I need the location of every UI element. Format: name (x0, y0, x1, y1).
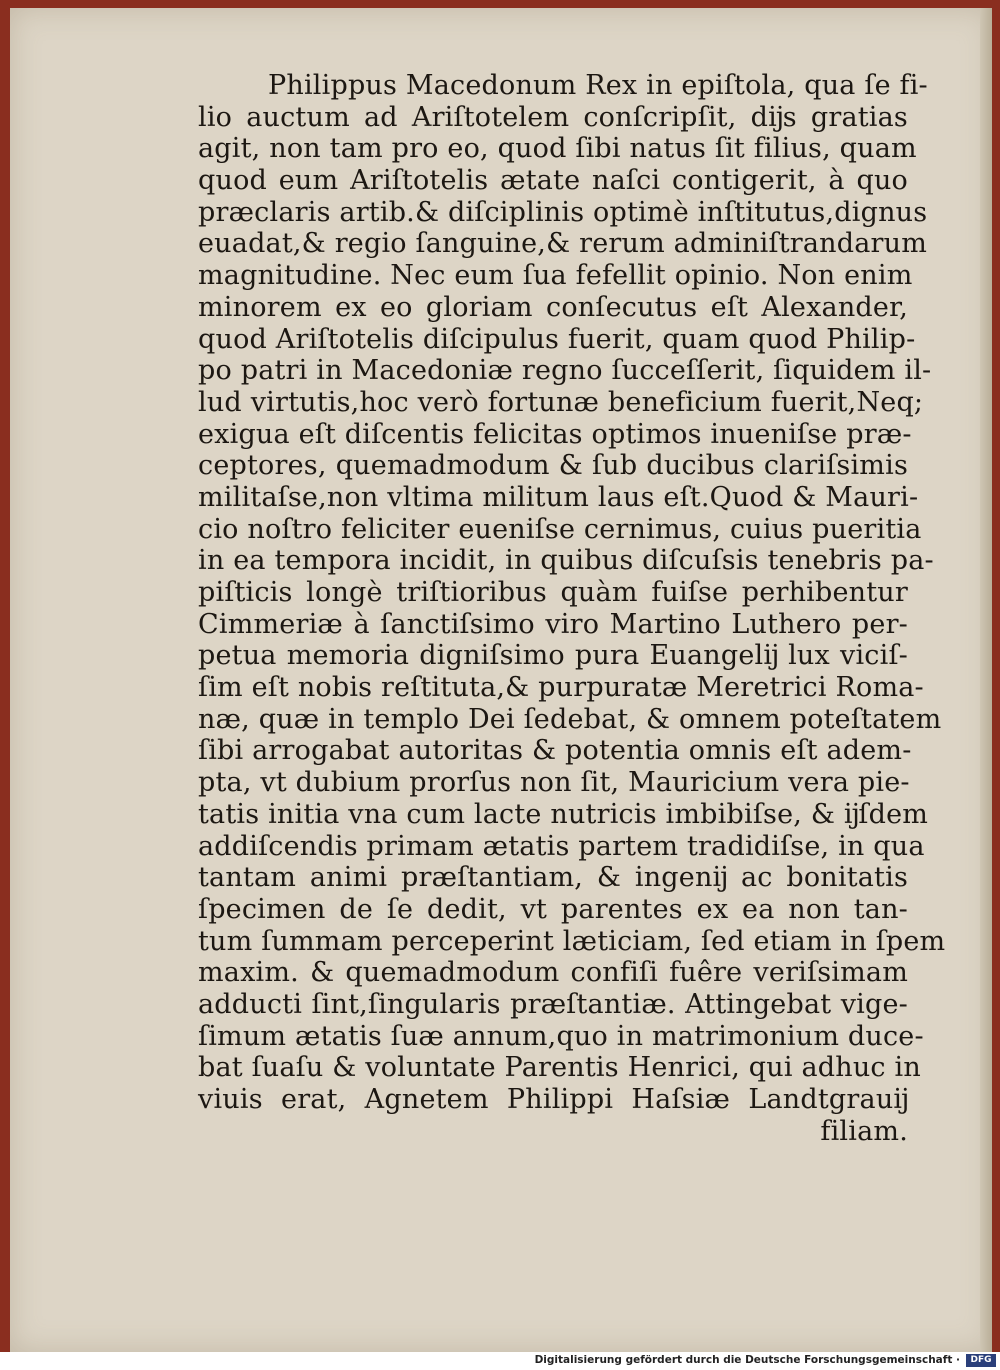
text-line: næ, quæ in templo Dei ſedebat, & omnem poteſtatem (198, 703, 942, 735)
text-line: ſimum ætatis ſuæ annum,quo in matrimonium duce- (198, 1020, 924, 1052)
page-edge (980, 8, 992, 1352)
text-line: bat ſuaſu & voluntate Parentis Henrici, qui adhuc in (198, 1052, 921, 1084)
text-line: euadat,& regio ſanguine,& rerum adminiſtrandarum (198, 228, 928, 260)
text-line: tantam animi præſtantiam, & ingenĳ ac bonitatis (198, 862, 908, 894)
text-line: minorem ex eo gloriam conſecutus eſt Alexander, (198, 291, 908, 323)
text-line: quod eum Ariſtotelis ætate naſci contigerit, à quo (198, 165, 908, 197)
text-line: Cimmeriæ à ſanctiſsimo viro Martino Luthero per- (198, 608, 908, 640)
text-line: lud virtutis,hoc verò fortunæ beneficium fuerit,Neq; (198, 386, 924, 418)
text-line: ſim eſt nobis reſtituta,& purpuratæ Meretrici Roma- (198, 672, 924, 704)
text-line: piſticis longè triſtioribus quàm fuiſse perhibentur (198, 577, 908, 608)
text-line: viuis erat, Agnetem Philippi Haſsiæ Landtgrauĳ (198, 1084, 908, 1115)
text-line: agit, non tam pro eo, quod ſibi natus ſit filius, quam (198, 133, 917, 165)
footer (0, 1352, 1000, 1370)
text-line: militaſse,non vltima militum laus eſt.Quod & Mauri- (198, 481, 919, 513)
text-line: ſpecimen de ſe dedit, vt parentes ex ea non tan- (198, 893, 908, 925)
catchword: filiam. (820, 1115, 908, 1147)
dfg-logo[interactable]: DFG (966, 1354, 996, 1367)
text-line: Philippus Macedonum Rex in epiſtola, qua ſe fi- (268, 70, 928, 101)
text-line: cio noſtro feliciter eueniſse cernimus, cuius pueritia (198, 513, 922, 545)
text-line: ſibi arrogabat autoritas & potentia omnis eſt adem- (198, 735, 912, 767)
text-line: præclaris artib.& diſciplinis optimè inſtitutus,dignus (198, 196, 928, 228)
text-line: tum ſummam perceperint læticiam, ſed etiam in ſpem (198, 925, 946, 957)
text-line: magnitudine. Nec eum ſua fefellit opinio. Non enim (198, 260, 913, 292)
digitization-credit: Digitalisierung gefördert durch die Deutsche Forschungsgemeinschaft · (534, 1354, 960, 1366)
text-line: quod Ariſtotelis diſcipulus fuerit, quam quod Philip- (198, 323, 916, 355)
text-line: maxim. & quemadmodum confiſi fuêre veriſsimam (198, 957, 908, 989)
text-line: addiſcendis primam ætatis partem tradidiſse, in qua (198, 830, 925, 862)
text-line: lio auctum ad Ariſtotelem conſcripſit, dĳs gratias (198, 101, 908, 133)
body-text (198, 70, 946, 1147)
text-line: petua memoria digniſsimo pura Euangelĳ lux viciſ- (198, 640, 908, 672)
book-page (10, 8, 992, 1352)
text-line: adducti ſint,ſingularis præſtantiæ. Attingebat vige- (198, 988, 908, 1020)
text-line: exigua eſt diſcentis felicitas optimos inueniſse præ- (198, 418, 912, 450)
text-line: tatis initia vna cum lacte nutricis imbibiſse, & ĳſdem (198, 798, 929, 830)
text-line: pta, vt dubium prorſus non ſit, Mauricium vera pie- (198, 767, 910, 799)
text-line: po patri in Macedoniæ regno ſucceſſerit, ſiquidem il- (198, 355, 932, 387)
text-line: ceptores, quemadmodum & ſub ducibus clariſsimis (198, 450, 908, 482)
text-line: in ea tempora incidit, in quibus diſcuſsis tenebris pa- (198, 545, 934, 577)
